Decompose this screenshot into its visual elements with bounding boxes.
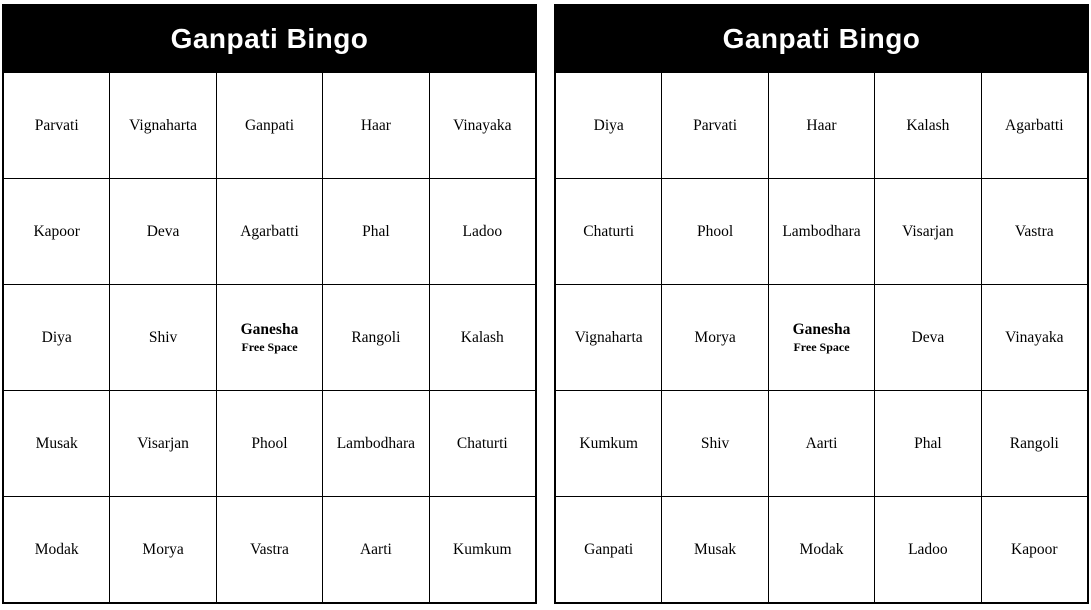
bingo-cell[interactable]: Phool bbox=[217, 391, 322, 496]
bingo-cell[interactable]: Phal bbox=[875, 391, 980, 496]
bingo-free-space-cell[interactable] bbox=[769, 285, 874, 390]
bingo-cell[interactable]: Parvati bbox=[4, 73, 109, 178]
bingo-cell[interactable]: Musak bbox=[662, 497, 767, 602]
bingo-cell[interactable]: Morya bbox=[662, 285, 767, 390]
card-title: Ganpati Bingo bbox=[4, 6, 535, 72]
free-space-subtitle: Free Space bbox=[241, 339, 298, 354]
bingo-cell[interactable]: Vastra bbox=[982, 179, 1087, 284]
bingo-grid bbox=[556, 72, 1087, 602]
bingo-cell[interactable]: Chaturti bbox=[430, 391, 535, 496]
bingo-cell[interactable]: Musak bbox=[4, 391, 109, 496]
bingo-grid bbox=[4, 72, 535, 602]
bingo-card-left bbox=[2, 4, 537, 604]
bingo-cell[interactable]: Kapoor bbox=[4, 179, 109, 284]
bingo-cell[interactable]: Lambodhara bbox=[769, 179, 874, 284]
free-space-subtitle: Free Space bbox=[793, 339, 850, 354]
bingo-cell[interactable]: Vinayaka bbox=[982, 285, 1087, 390]
bingo-cell[interactable]: Lambodhara bbox=[323, 391, 428, 496]
bingo-cell[interactable]: Shiv bbox=[662, 391, 767, 496]
bingo-cell[interactable]: Kapoor bbox=[982, 497, 1087, 602]
card-title: Ganpati Bingo bbox=[556, 6, 1087, 72]
bingo-cell[interactable]: Rangoli bbox=[323, 285, 428, 390]
bingo-cell[interactable]: Phal bbox=[323, 179, 428, 284]
bingo-cell[interactable]: Shiv bbox=[110, 285, 215, 390]
bingo-free-space-cell[interactable] bbox=[217, 285, 322, 390]
bingo-cell[interactable]: Ladoo bbox=[875, 497, 980, 602]
bingo-cell[interactable]: Modak bbox=[769, 497, 874, 602]
bingo-cell[interactable]: Ganpati bbox=[217, 73, 322, 178]
bingo-cell[interactable]: Vastra bbox=[217, 497, 322, 602]
free-space-title: Ganesha bbox=[240, 321, 299, 339]
bingo-cell[interactable]: Kumkum bbox=[556, 391, 661, 496]
bingo-cell[interactable]: Visarjan bbox=[110, 391, 215, 496]
bingo-cell[interactable]: Aarti bbox=[323, 497, 428, 602]
bingo-cell[interactable]: Diya bbox=[556, 73, 661, 178]
bingo-cell[interactable]: Deva bbox=[875, 285, 980, 390]
bingo-cell[interactable]: Diya bbox=[4, 285, 109, 390]
bingo-cell[interactable]: Chaturti bbox=[556, 179, 661, 284]
bingo-cell[interactable]: Vignaharta bbox=[110, 73, 215, 178]
bingo-cell[interactable]: Visarjan bbox=[875, 179, 980, 284]
bingo-cell[interactable]: Haar bbox=[769, 73, 874, 178]
bingo-cell[interactable]: Vinayaka bbox=[430, 73, 535, 178]
bingo-cell[interactable]: Ladoo bbox=[430, 179, 535, 284]
bingo-cell[interactable]: Kalash bbox=[875, 73, 980, 178]
bingo-card-right bbox=[554, 4, 1089, 604]
bingo-cell[interactable]: Modak bbox=[4, 497, 109, 602]
bingo-cell[interactable]: Aarti bbox=[769, 391, 874, 496]
bingo-cell[interactable]: Phool bbox=[662, 179, 767, 284]
bingo-cell[interactable]: Ganpati bbox=[556, 497, 661, 602]
free-space-title: Ganesha bbox=[792, 321, 851, 339]
bingo-cell[interactable]: Morya bbox=[110, 497, 215, 602]
bingo-cell[interactable]: Parvati bbox=[662, 73, 767, 178]
bingo-cell[interactable]: Haar bbox=[323, 73, 428, 178]
bingo-cell[interactable]: Kumkum bbox=[430, 497, 535, 602]
bingo-cell[interactable]: Vignaharta bbox=[556, 285, 661, 390]
bingo-cell[interactable]: Rangoli bbox=[982, 391, 1087, 496]
bingo-cell[interactable]: Agarbatti bbox=[217, 179, 322, 284]
bingo-cell[interactable]: Agarbatti bbox=[982, 73, 1087, 178]
bingo-cell[interactable]: Kalash bbox=[430, 285, 535, 390]
bingo-cell[interactable]: Deva bbox=[110, 179, 215, 284]
